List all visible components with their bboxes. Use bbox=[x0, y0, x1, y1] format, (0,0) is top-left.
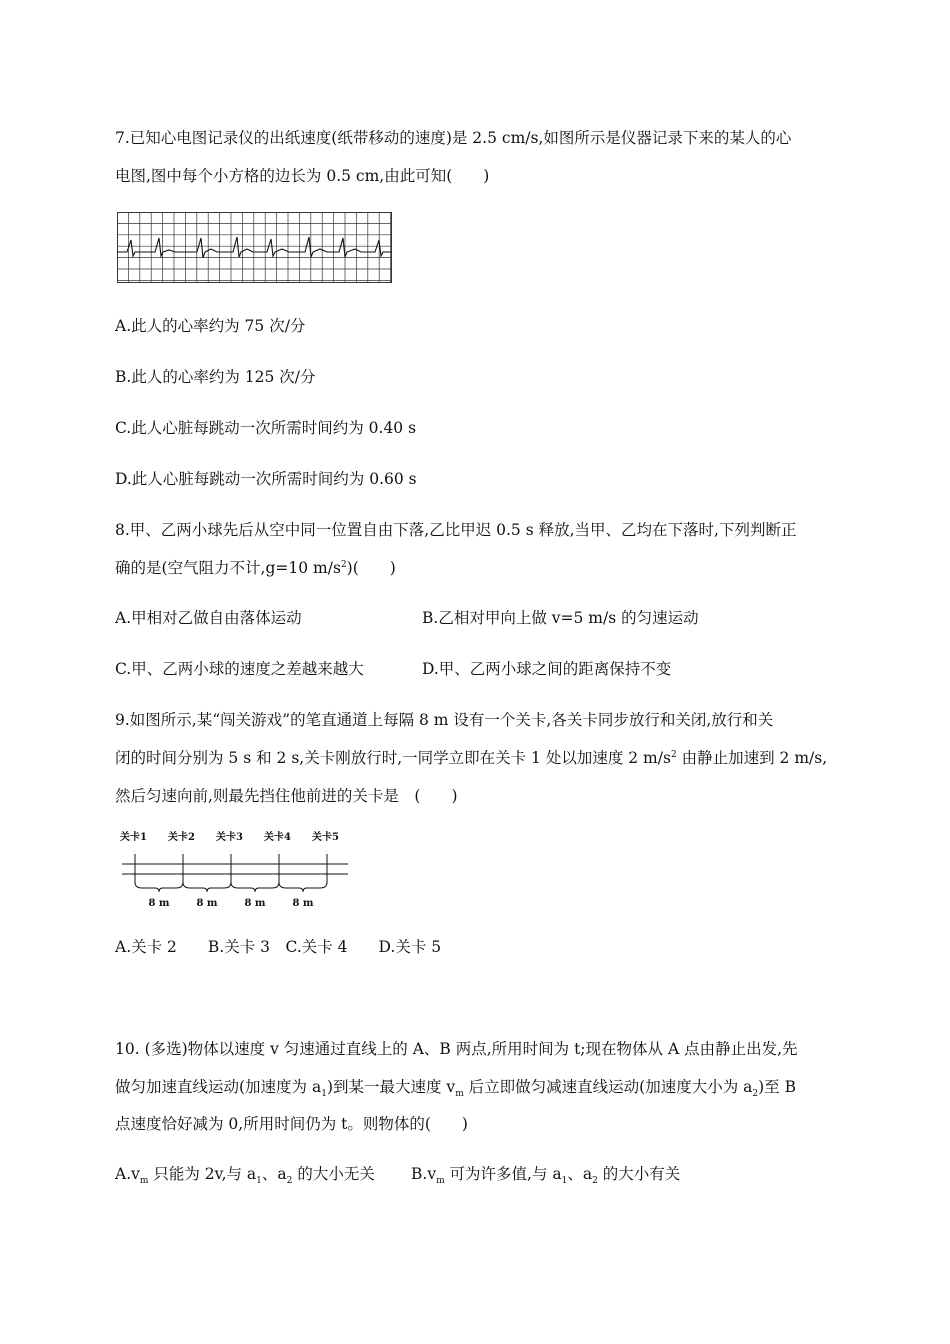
q10-option-a-part3: 、a bbox=[261, 1165, 287, 1183]
q10-stem-line1: 10. (多选)物体以速度 v 匀速通过直线上的 A、B 两点,所用时间为 t;现在物体从 A 点由静止出发,先 bbox=[115, 1040, 798, 1058]
q9-stem-line1: 9.如图所示,某“闯关游戏”的笔直通道上每隔 8 m 设有一个关卡,各关卡同步放行和关闭,放行和关 bbox=[115, 711, 774, 729]
q10-option-a-part2: 只能为 2v,与 a bbox=[148, 1165, 257, 1183]
distance-label-2: 8 m bbox=[196, 898, 218, 909]
q8-option-b: B.乙相对甲向上做 v=5 m/s 的匀速运动 bbox=[422, 609, 699, 627]
q7-stem-line1: 7.已知心电图记录仪的出纸速度(纸带移动的速度)是 2.5 cm/s,如图所示是仪器记录下来的某人的心 bbox=[115, 129, 792, 147]
q7-stem-line2: 电图,图中每个小方格的边长为 0.5 cm,由此可知( ) bbox=[115, 167, 490, 185]
distance-braces bbox=[135, 882, 327, 892]
q10-option-a-sub-2: 2 bbox=[286, 1176, 293, 1187]
q9-stem-line2 bbox=[115, 748, 827, 768]
q8-option-d: D.甲、乙两小球之间的距离保持不变 bbox=[422, 660, 672, 678]
q10-option-a bbox=[115, 1164, 375, 1187]
q10-option-a-part1: A.v bbox=[115, 1165, 140, 1183]
q10-option-a-sub-m: m bbox=[139, 1176, 149, 1187]
ecg-grid-lines bbox=[118, 213, 392, 283]
q7-option-b: B.此人的心率约为 125 次/分 bbox=[115, 368, 316, 386]
q10-option-b-part2: 可为许多值,与 a bbox=[444, 1165, 562, 1183]
q10-option-b-sub-1: 1 bbox=[561, 1176, 568, 1187]
ecg-chart-figure bbox=[117, 212, 393, 284]
gate-label-3: 关卡3 bbox=[216, 832, 243, 843]
q10-subscript-a2: 2 bbox=[752, 1089, 759, 1100]
q10-stem-line2 bbox=[115, 1077, 796, 1100]
q9-stem-line3: 然后匀速向前,则最先挡住他前进的关卡是 ( ) bbox=[115, 787, 458, 805]
q8-stem-line1: 8.甲、乙两小球先后从空中同一位置自由下落,乙比甲迟 0.5 s 释放,当甲、乙均在下落时,下列判断正 bbox=[115, 521, 797, 539]
q10-option-b-part3: 、a bbox=[567, 1165, 593, 1183]
q10-line2-part4: )至 B bbox=[758, 1078, 796, 1096]
q8-line2-part1: 确的是(空气阻力不计,g=10 m/s bbox=[115, 559, 341, 577]
q10-option-a-part4: 的大小无关 bbox=[292, 1165, 375, 1183]
q9-line2-part1: 闭的时间分别为 5 s 和 2 s,关卡刚放行时,一同学立即在关卡 1 处以加速度 2 m/s bbox=[115, 749, 671, 767]
q10-stem-line3: 点速度恰好减为 0,所用时间仍为 t。则物体的( ) bbox=[115, 1115, 468, 1133]
gate-label-4: 关卡4 bbox=[264, 832, 291, 843]
q10-option-b-sub-2: 2 bbox=[592, 1176, 598, 1187]
q8-option-a: A.甲相对乙做自由落体运动 bbox=[115, 609, 302, 627]
q10-line2-part2: )到某一最大速度 v bbox=[326, 1078, 456, 1096]
gate-label-2: 关卡2 bbox=[168, 832, 195, 843]
q7-option-d: D.此人心脏每跳动一次所需时间约为 0.60 s bbox=[115, 470, 417, 488]
track-lines bbox=[122, 854, 348, 884]
q10-line2-part1: 做匀加速直线运动(加速度为 a bbox=[115, 1078, 322, 1096]
q10-line2-part3: 后立即做匀减速直线运动(加速度大小为 a bbox=[463, 1078, 753, 1096]
gate-label-5: 关卡5 bbox=[312, 832, 339, 843]
distance-label-4: 8 m bbox=[292, 898, 314, 909]
q10-option-b-part4: 的大小有关 bbox=[597, 1165, 681, 1183]
q10-option-b bbox=[411, 1164, 681, 1187]
q8-option-c: C.甲、乙两小球的速度之差越来越大 bbox=[115, 660, 364, 678]
q10-subscript-m: m bbox=[455, 1089, 464, 1100]
q10-option-b-part1: B.v bbox=[411, 1165, 437, 1183]
q9-options: A.关卡 2 B.关卡 3 C.关卡 4 D.关卡 5 bbox=[115, 938, 442, 956]
q8-stem-line2 bbox=[115, 558, 396, 578]
q10-option-a-sub-1: 1 bbox=[256, 1176, 262, 1187]
ecg-grid bbox=[118, 213, 392, 283]
q9-superscript: 2 bbox=[670, 749, 677, 760]
q7-option-c: C.此人心脏每跳动一次所需时间约为 0.40 s bbox=[115, 419, 417, 437]
distance-label-3: 8 m bbox=[244, 898, 266, 909]
gate-diagram-figure bbox=[118, 826, 354, 912]
gate-label-1: 关卡1 bbox=[120, 832, 147, 843]
q10-subscript-a1: 1 bbox=[321, 1089, 327, 1100]
distance-label-1: 8 m bbox=[148, 898, 170, 909]
q8-superscript: 2 bbox=[340, 559, 347, 570]
q9-line2-part2: 由静止加速到 2 m/s, bbox=[676, 749, 828, 767]
q7-option-a: A.此人的心率约为 75 次/分 bbox=[115, 317, 306, 335]
q10-option-b-sub-m: m bbox=[436, 1176, 445, 1187]
q8-line2-part2: )( ) bbox=[346, 559, 396, 577]
